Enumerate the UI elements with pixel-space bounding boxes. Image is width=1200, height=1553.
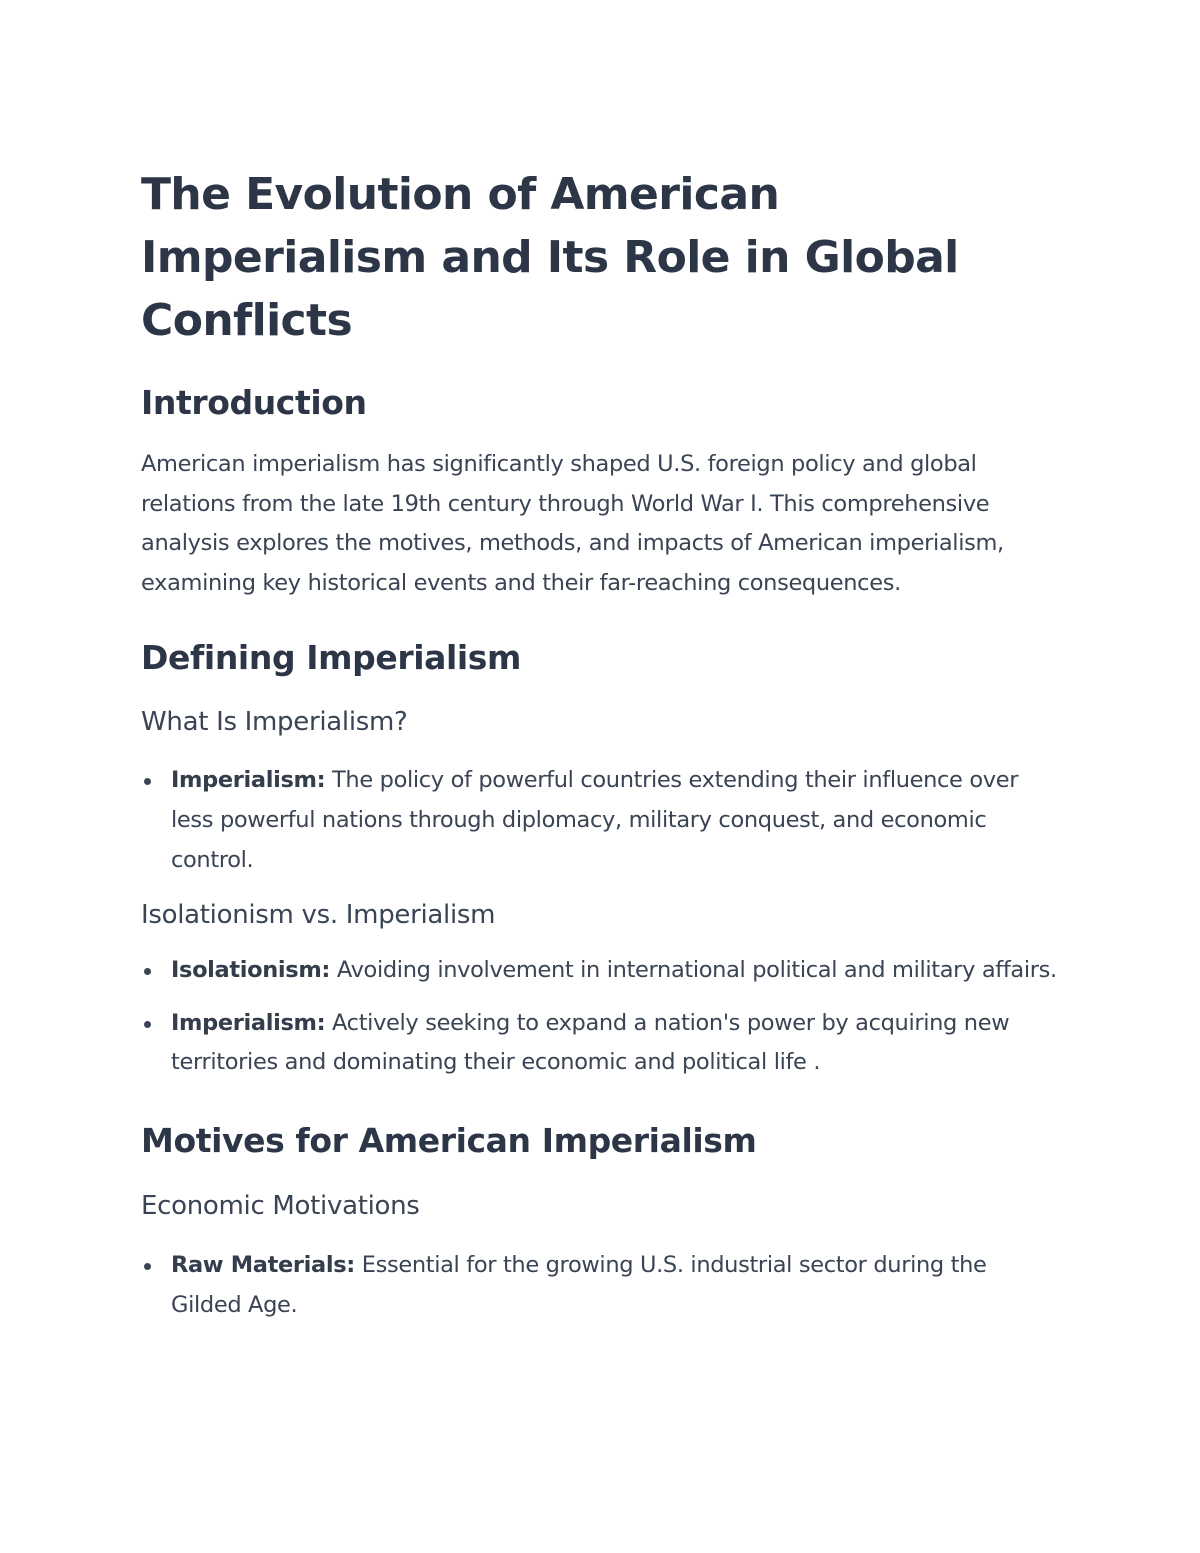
list-item-term: Imperialism: xyxy=(171,1009,326,1036)
list-item xyxy=(141,951,1061,991)
subheading-economic-motivations: Economic Motivations xyxy=(141,1190,420,1221)
list-item-text: Essential for the growing U.S. industrial sector during the Gilded Age. xyxy=(171,1251,987,1318)
section-heading-defining-imperialism: Defining Imperialism xyxy=(141,638,522,678)
list-item-term: Raw Materials: xyxy=(171,1251,355,1278)
list-item xyxy=(141,761,1061,880)
list-item xyxy=(141,1004,1061,1083)
list-item-text: Avoiding involvement in international political and military affairs. xyxy=(330,957,1057,984)
isolationism-vs-imperialism-list xyxy=(141,951,1061,1083)
section-heading-introduction: Introduction xyxy=(141,383,367,422)
document-page xyxy=(141,163,1061,1325)
list-item-text: The policy of powerful countries extending their influence over less powerful nations through diplomacy, military conquest, and economic control. xyxy=(171,767,1019,873)
list-item-text: Actively seeking to expand a nation's power by acquiring new territories and dominating their economic and political life . xyxy=(171,1009,1010,1076)
section-heading-motives: Motives for American Imperialism xyxy=(141,1120,757,1160)
economic-motivations-list xyxy=(141,1246,1061,1325)
document-title: The Evolution of American Imperialism and Its Role in Global Conflicts xyxy=(141,169,959,346)
list-item-term: Isolationism: xyxy=(171,957,331,984)
introduction-paragraph: American imperialism has significantly shaped U.S. foreign policy and global relations from the late 19th century through World War I. This comprehensive analysis explores the motives, methods, and impacts of American imperialism, examining key historical events and their far-reaching consequences. xyxy=(141,451,1004,596)
list-item xyxy=(141,1246,1061,1325)
subheading-what-is-imperialism: What Is Imperialism? xyxy=(141,707,408,738)
what-is-imperialism-list xyxy=(141,761,1061,880)
list-item-term: Imperialism: xyxy=(171,767,326,794)
subheading-isolationism-vs-imperialism: Isolationism vs. Imperialism xyxy=(141,900,496,931)
